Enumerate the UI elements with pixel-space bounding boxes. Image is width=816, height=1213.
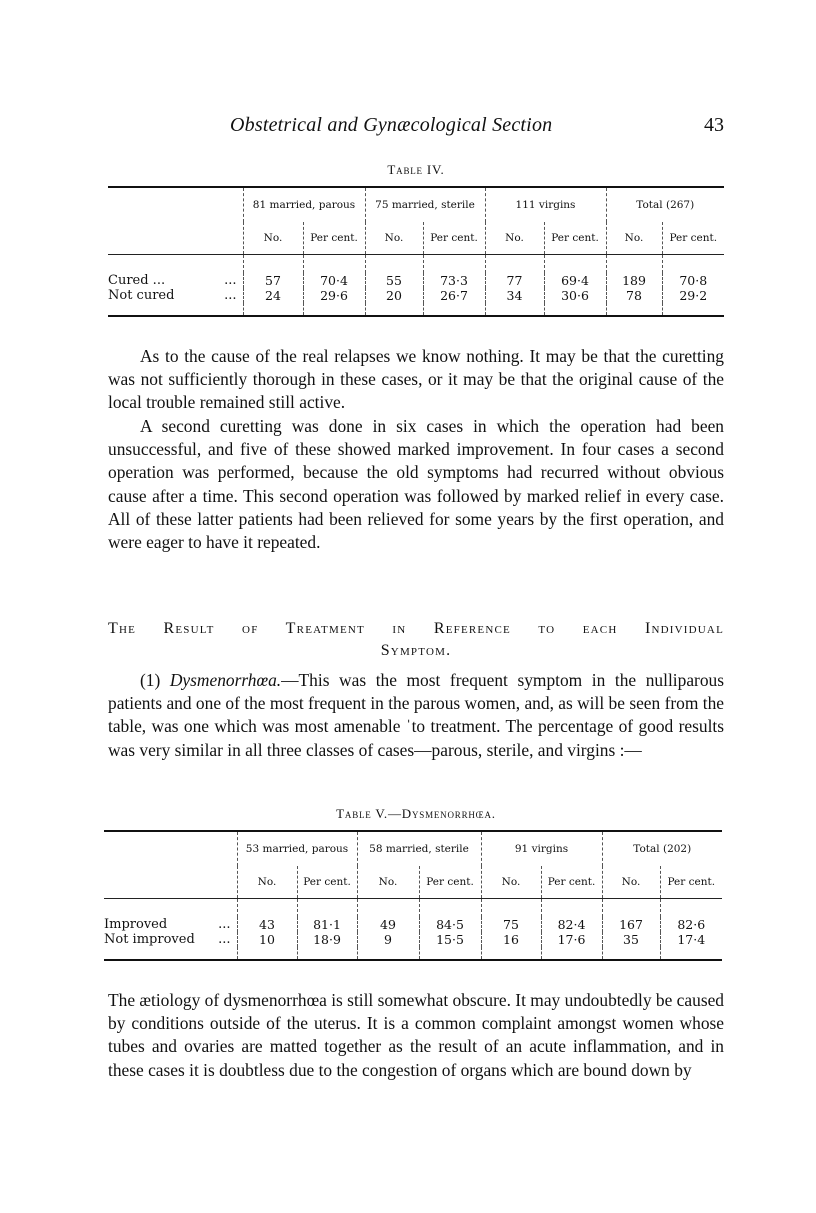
table-cell: 26·7 xyxy=(423,288,485,303)
table-cell: 43 xyxy=(237,917,297,932)
table-cell: 18·9 xyxy=(297,932,357,947)
table-cell: 49 xyxy=(357,917,419,932)
running-head xyxy=(108,114,724,142)
table-cell: 77 xyxy=(485,273,544,288)
table-cell: 55 xyxy=(365,273,423,288)
table-cell: 69·4 xyxy=(544,273,606,288)
table-iv xyxy=(108,186,724,317)
table-cell: 35 xyxy=(602,932,660,947)
group-header: 53 married, parous xyxy=(237,831,357,866)
sub-header-percent: Per cent. xyxy=(541,866,602,899)
table-cell: 84·5 xyxy=(419,917,481,932)
table-cell: 17·6 xyxy=(541,932,602,947)
term-dysmenorrhoea: Dysmenorrhœa. xyxy=(169,670,282,690)
table-iv-sub-header xyxy=(108,222,724,255)
table-v-caption: Table V.—Dysmenorrhœa. xyxy=(336,806,496,821)
table-cell: 30·6 xyxy=(544,288,606,303)
sub-header-percent: Per cent. xyxy=(297,866,357,899)
table-cell: 10 xyxy=(237,932,297,947)
table-cell: 24 xyxy=(243,288,303,303)
table-cell: 34 xyxy=(485,288,544,303)
table-v xyxy=(104,830,722,961)
row-label: Not cured ... xyxy=(108,288,237,303)
sub-header-percent: Per cent. xyxy=(419,866,481,899)
group-header: 91 virgins xyxy=(481,831,602,866)
table-row xyxy=(108,273,724,288)
table-cell: 70·8 xyxy=(662,273,724,288)
table-cell: 82·4 xyxy=(541,917,602,932)
row-label: Cured ... ... xyxy=(108,273,237,288)
table-row xyxy=(108,288,724,303)
table-cell: 29·2 xyxy=(662,288,724,303)
paragraph-dysmenorrhoea: (1) Dysmenorrhœa.—This was the most frequent symptom in the nulliparous patients and one of the most frequent in the parous women, and, as will be seen from the table, was one which was most amenable ˈto treatment. The percentage of good results was very similar in all three classes of cases—parous, sterile, and virgins :— xyxy=(108,670,724,760)
sub-header-percent: Per cent. xyxy=(423,222,485,255)
table-cell: 189 xyxy=(606,273,662,288)
running-head-title: Obstetrical and Gynæcological Section xyxy=(230,114,553,136)
sub-header-no: No. xyxy=(606,222,662,255)
group-header: 58 married, sterile xyxy=(357,831,481,866)
sub-header-no: No. xyxy=(243,222,303,255)
table-cell: 75 xyxy=(481,917,541,932)
table-cell: 70·4 xyxy=(303,273,365,288)
group-header: Total (267) xyxy=(606,187,724,222)
sub-header-no: No. xyxy=(481,866,541,899)
section-heading xyxy=(108,618,724,662)
sub-header-no: No. xyxy=(237,866,297,899)
row-label: Improved ... xyxy=(104,917,231,932)
table-cell: 167 xyxy=(602,917,660,932)
table-cell: 82·6 xyxy=(660,917,722,932)
paragraph-aetiology: The ætiology of dysmenorrhœa is still somewhat obscure. It may undoubtedly be caused by conditions outside of the uterus. It is a common complaint amongst women whose tubes and ovaries are matted together as the result of an acute inflammation, and in these cases it is doubtless due to the congestion of organs which are bound down by xyxy=(108,990,724,1080)
page-number: 43 xyxy=(704,114,724,136)
group-header: 75 married, sterile xyxy=(365,187,485,222)
table-cell: 81·1 xyxy=(297,917,357,932)
table-iv-group-header xyxy=(108,187,724,222)
table-cell: 16 xyxy=(481,932,541,947)
table-cell: 78 xyxy=(606,288,662,303)
table-cell: 15·5 xyxy=(419,932,481,947)
group-header: 111 virgins xyxy=(485,187,606,222)
sub-header-no: No. xyxy=(485,222,544,255)
group-header: Total (202) xyxy=(602,831,722,866)
table-cell: 73·3 xyxy=(423,273,485,288)
sub-header-percent: Per cent. xyxy=(544,222,606,255)
table-row xyxy=(104,917,722,932)
table-v-group-header xyxy=(104,831,722,866)
paragraph-second-curetting: A second curetting was done in six cases in which the operation had been unsuccessful, and five of these showed marked improvement. In four cases a second operation was performed, because the old symptoms had recurred without obvious cause after a time. This second operation was followed by marked relief in every case. All of these latter patients had been relieved for some years by the first operation, and were eager to have it repeated. xyxy=(108,416,724,553)
sub-header-percent: Per cent. xyxy=(660,866,722,899)
sub-header-no: No. xyxy=(357,866,419,899)
table-cell: 20 xyxy=(365,288,423,303)
table-cell: 9 xyxy=(357,932,419,947)
table-cell: 57 xyxy=(243,273,303,288)
table-cell: 29·6 xyxy=(303,288,365,303)
table-cell: 17·4 xyxy=(660,932,722,947)
sub-header-percent: Per cent. xyxy=(303,222,365,255)
sub-header-percent: Per cent. xyxy=(662,222,724,255)
section-heading-line2: Symptom. xyxy=(380,642,452,659)
table-row xyxy=(104,932,722,947)
sub-header-no: No. xyxy=(365,222,423,255)
group-header: 81 married, parous xyxy=(243,187,365,222)
section-heading-line1: The Result of Treatment in Reference to each Individual xyxy=(108,620,724,637)
table-iv-caption: Table IV. xyxy=(387,162,445,177)
sub-header-no: No. xyxy=(602,866,660,899)
table-v-sub-header xyxy=(104,866,722,899)
paragraph-relapses: As to the cause of the real relapses we know nothing. It may be that the curetting was not sufficiently thorough in these cases, or it may be that the original cause of the local trouble remained still active. xyxy=(108,346,724,413)
row-label: Not improved ... xyxy=(104,932,231,947)
